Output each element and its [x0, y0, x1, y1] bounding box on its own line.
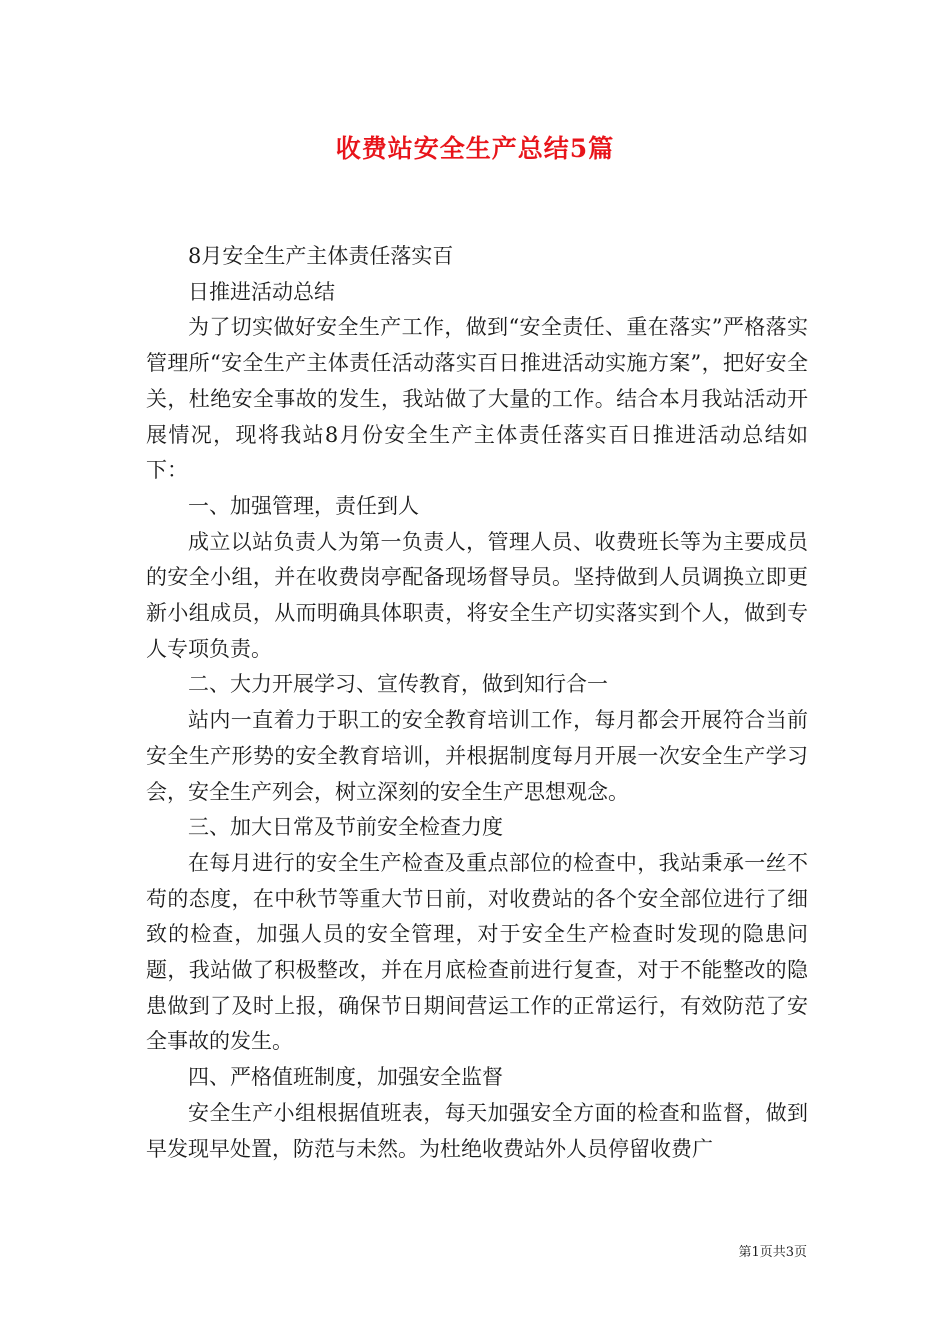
section-heading-3: 三、加大日常及节前安全检查力度 — [188, 815, 503, 840]
paragraph-section-3: 在每月进行的安全生产检查及重点部位的检查中，我站秉承一丝不苟的态度，在中秋节等重大节日前，对收费站的各个安全部位进行了细致的检查，加强人员的安全管理，对于安全生产检查时发现的隐患问题，我站做了积极整改，并在月底检查前进行复查，对于不能整改的隐患做到了及时上报，确保节日期间营运工作的正常运行，有效防范了安全事故的发生。 — [146, 850, 808, 1054]
paragraph-heading-line-1: 8月安全生产主体责任落实百 — [188, 244, 454, 268]
section-heading-2: 二、大力开展学习、宣传教育，做到知行合一 — [188, 672, 608, 697]
document-title: 收费站安全生产总结5篇 — [335, 134, 615, 163]
section-heading-4: 四、严格值班制度，加强安全监督 — [188, 1065, 503, 1090]
section-heading-1: 一、加强管理，责任到人 — [188, 493, 419, 518]
page-number: 第1页共3页 — [738, 1245, 807, 1260]
paragraph-section-1: 成立以站负责人为第一负责人，管理人员、收费班长等为主要成员的安全小组，并在收费岗亭配备现场督导员。坚持做到人员调换立即更新小组成员，从而明确具体职责，将安全生产切实落实到个人，做到专人专项负责。 — [146, 529, 808, 661]
paragraph-section-4: 安全生产小组根据值班表，每天加强安全方面的检查和监督，做到早发现早处置，防范与未然。为杜绝收费站外人员停留收费广 — [146, 1100, 808, 1161]
paragraph-intro: 为了切实做好安全生产工作，做到“安全责任、重在落实”严格落实管理所“安全生产主体责任活动落实百日推进活动实施方案”，把好安全关，杜绝安全事故的发生，我站做了大量的工作。结合本月我站活动开展情况，现将我站8月份安全生产主体责任落实百日推进活动总结如下： — [146, 315, 808, 483]
paragraph-heading-line-2: 日推进活动总结 — [188, 279, 335, 304]
paragraph-section-2: 站内一直着力于职工的安全教育培训工作，每月都会开展符合当前安全生产形势的安全教育培训，并根据制度每月开展一次安全生产学习会，安全生产列会，树立深刻的安全生产思想观念。 — [146, 708, 808, 804]
document-body — [146, 239, 808, 1167]
